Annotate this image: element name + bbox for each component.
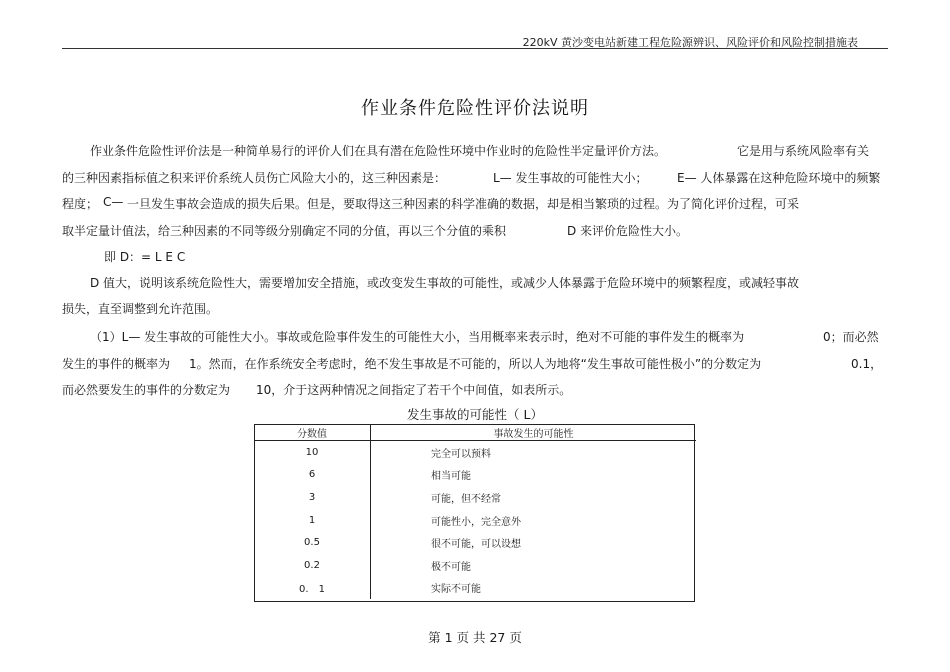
table-row [254,441,696,464]
body-text: 1。然而，在作系统安全考虑时，绝不发生事故是不可能的，所以人为地将“发生事故可能性极小”的分数定为 [189,357,762,371]
description-cell: 完全可以预料 [431,448,491,460]
body-text: C— [103,195,124,209]
body-text: 它是用与系统风险率有关 [737,144,870,158]
description-cell: 可能性小，完全意外 [431,516,521,528]
table-caption: 发生事故的可能性（ L） [407,407,543,422]
page-number: 第 1 页 共 27 页 [428,630,522,645]
body-text: D 来评价危险性大小。 [567,224,689,238]
description-cell: 极不可能 [431,561,471,573]
score-cell: 6 [254,464,371,487]
body-text: 发生的事件的概率为 [62,357,171,371]
body-text: 0；而必然 [823,330,879,344]
probability-table [254,424,696,599]
body-text: 程度； [62,197,99,211]
table-row [254,509,696,532]
body-text: 而必然要发生的事件的分数定为 [62,383,231,397]
running-header: 220kV 黄沙变电站新建工程危险源辨识、风险评价和风险控制措施表 [522,36,858,49]
body-text: 10，介于这两种情况之间指定了若干个中间值，如表所示。 [256,383,572,397]
score-cell: 0.2 [254,554,371,577]
page-title: 作业条件危险性评价法说明 [361,98,589,119]
body-text: L— 发生事故的可能性大小； [493,171,648,185]
table-row [254,577,696,600]
body-text: （1）L— 发生事故的可能性大小。事故或危险事件发生的可能性大小，当用概率来表示时，绝对不可能的事件发生的概率为 [90,330,745,344]
body-text: E— 人体暴露在这种危险环境中的频繁 [677,171,881,185]
table-header-row [254,424,696,441]
formula: 即 D：= L E C [104,250,186,264]
body-text: 一旦发生事故会造成的损失后果。但是，要取得这三种因素的科学准确的数据，却是相当繁琐的过程。为了简化评价过程，可采 [127,197,800,211]
table-row [254,464,696,487]
body-text: D 值大，说明该系统危险性大，需要增加安全措施，或改变发生事故的可能性，或减少人体暴露于危险环境中的频繁程度，或减轻事故 [90,276,800,290]
body-text: 作业条件危险性评价法是一种简单易行的评价人们在具有潜在危险性环境中作业时的危险性半定量评价方法。 [90,144,667,158]
body-text: 的三种因素指标值之积来评价系统人员伤亡风险大小的，这三种因素是： [62,171,447,185]
score-cell: 1 [254,509,371,532]
score-cell: 0. 1 [254,577,371,600]
description-cell: 相当可能 [431,471,471,483]
score-cell: 10 [254,441,371,464]
description-cell: 可能，但不经常 [431,493,501,505]
description-cell: 很不可能，可以设想 [431,539,521,551]
body-text: 损失，直至调整到允许范围。 [62,302,219,316]
column-header: 分数值 [254,424,371,441]
table-row [254,531,696,554]
column-header: 事故发生的可能性 [371,424,697,441]
score-cell: 3 [254,486,371,509]
table-row [254,554,696,577]
description-cell: 实际不可能 [431,584,481,596]
header-divider [62,48,888,49]
table-row [254,486,696,509]
body-text: 取半定量计值法，给三种因素的不同等级分别确定不同的分值，再以三个分值的乘积 [62,224,507,238]
score-cell: 0.5 [254,531,371,554]
body-text: 0.1， [851,357,883,371]
